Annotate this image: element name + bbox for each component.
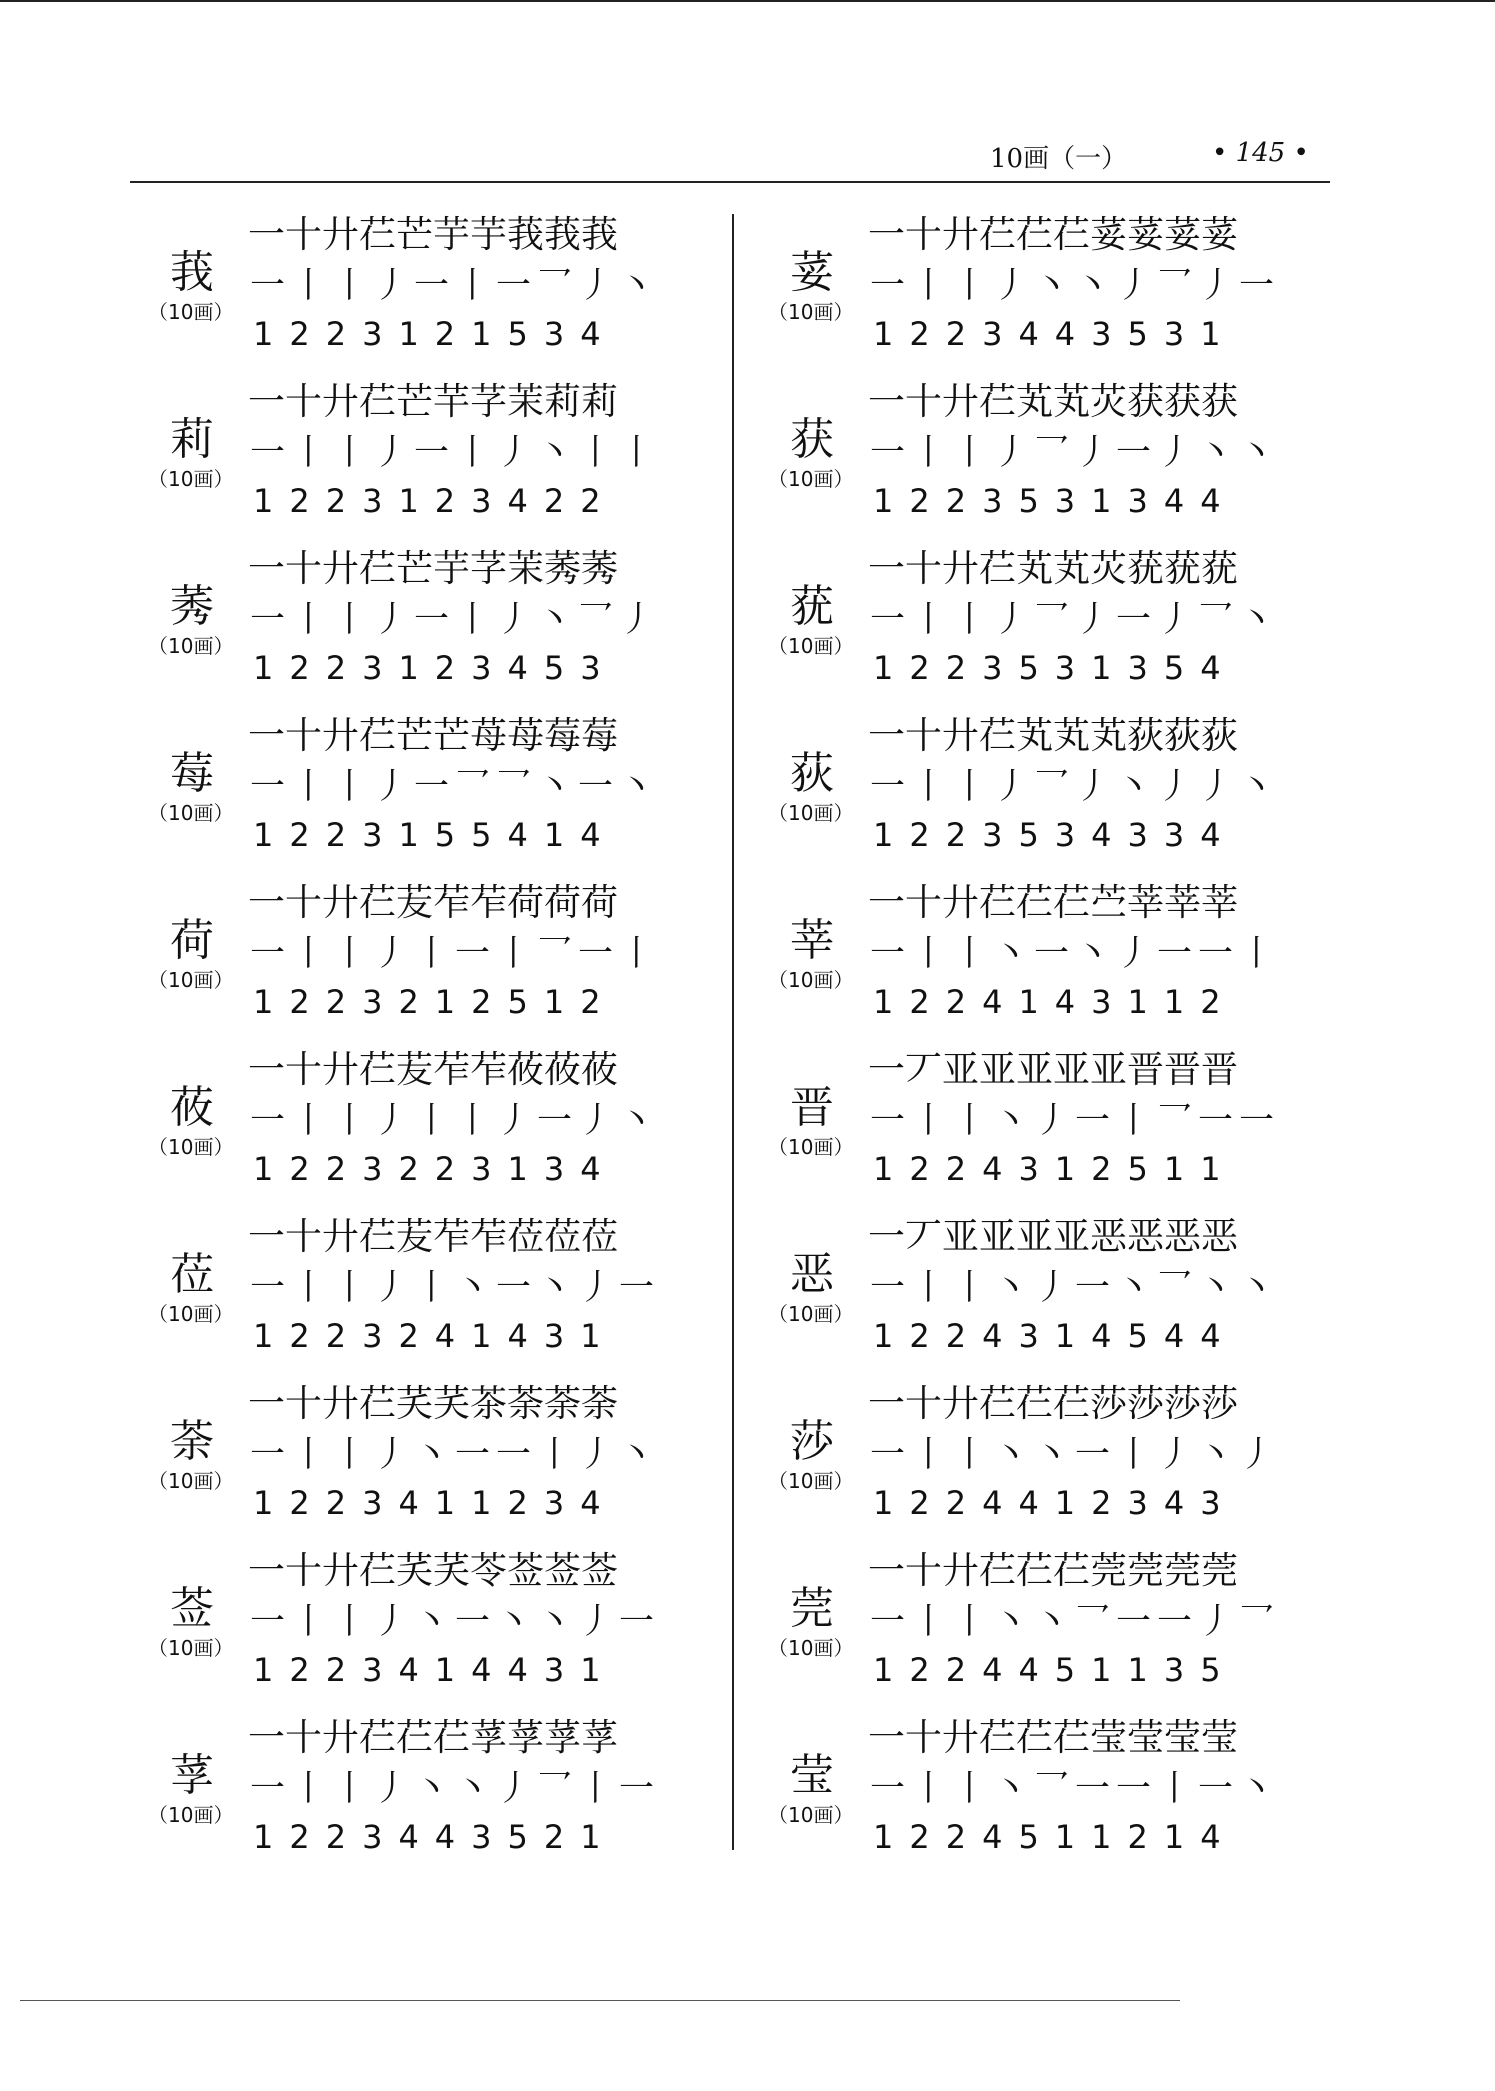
entry-character: 获 <box>790 414 834 465</box>
stroke-shapes: 一丨丨丿丶一丶丶丿一 <box>250 1602 661 1642</box>
stroke-count-label: （10画） <box>148 467 234 491</box>
character-entry <box>140 544 660 711</box>
character-entry <box>140 1045 660 1212</box>
stroke-shapes: 一丨丨丿一丨丿丶乛丿 <box>250 600 661 640</box>
stroke-order-progression: 一十廾芢芢芢苎莘莘莘 <box>868 881 1238 924</box>
entry-character: 荻 <box>790 748 834 799</box>
stroke-count-label: （10画） <box>768 968 854 992</box>
character-entry <box>140 1546 660 1713</box>
stroke-shapes: 一丨丨丿丶丶丿乛丿一 <box>870 266 1281 306</box>
stroke-codes: 1223123453 <box>253 649 617 687</box>
stroke-codes: 1223411234 <box>253 1484 617 1522</box>
stroke-count-label: （10画） <box>148 1135 234 1159</box>
bottom-scan-line <box>20 2000 1180 2001</box>
character-entry <box>140 1212 660 1379</box>
stroke-codes: 1223223134 <box>253 1150 617 1188</box>
entry-character: 莸 <box>790 581 834 632</box>
stroke-codes: 1224143112 <box>873 983 1237 1021</box>
stroke-order-progression: 一十廾芢芢芢莞莞莞莞 <box>868 1549 1238 1592</box>
character-entry <box>140 711 660 878</box>
entry-character: 恶 <box>790 1249 834 1300</box>
character-entry <box>140 1713 660 1880</box>
entry-character: 莞 <box>790 1583 834 1634</box>
stroke-codes: 1223534334 <box>873 816 1237 854</box>
character-entry <box>760 1713 1280 1880</box>
entry-character: 莹 <box>790 1750 834 1801</box>
character-entry <box>140 377 660 544</box>
header-rule <box>130 181 1330 183</box>
character-entry <box>760 1379 1280 1546</box>
stroke-order-progression: 一十廾芢苃苲苲莅莅莅 <box>248 1215 618 1258</box>
stroke-codes: 1223531354 <box>873 649 1237 687</box>
stroke-order-progression: 一丆亚亚亚亚亚晋晋晋 <box>868 1048 1238 1091</box>
character-entry <box>140 210 660 377</box>
stroke-shapes: 一丨丨丿一丨丿丶丨丨 <box>250 433 661 473</box>
character-entry <box>140 1379 660 1546</box>
character-entry <box>760 711 1280 878</box>
stroke-shapes: 一丨丨丶乛一一丨一丶 <box>870 1769 1281 1809</box>
stroke-count-label: （10画） <box>768 634 854 658</box>
stroke-shapes: 一丨丨丿丶一一丨丿丶 <box>250 1435 661 1475</box>
entry-character: 莩 <box>170 1750 214 1801</box>
stroke-order-progression: 一十廾芢芒芒苺苺莓莓 <box>248 714 618 757</box>
stroke-codes: 1223241431 <box>253 1317 617 1355</box>
stroke-count-label: （10画） <box>148 801 234 825</box>
stroke-shapes: 一丨丨丿丨丶一丶丿一 <box>250 1268 661 1308</box>
stroke-order-progression: 一十廾芢芒芋芋莪莪莪 <box>248 213 618 256</box>
stroke-shapes: 一丨丨丿丨丨丿一丿丶 <box>250 1101 661 1141</box>
stroke-shapes: 一丨丨丶丿一丨乛一一 <box>870 1101 1281 1141</box>
stroke-codes: 1224314544 <box>873 1317 1237 1355</box>
stroke-count-label: （10画） <box>768 300 854 324</box>
stroke-codes: 1223123422 <box>253 482 617 520</box>
stroke-codes: 1224451135 <box>873 1651 1237 1689</box>
character-entry <box>140 878 660 1045</box>
character-entry <box>760 1212 1280 1379</box>
stroke-order-progression: 一十廾芢芒芋芓茉莠莠 <box>248 547 618 590</box>
stroke-count-label: （10画） <box>148 1302 234 1326</box>
stroke-count-label: （10画） <box>768 801 854 825</box>
stroke-shapes: 一丨丨丶丿一丶乛丶丶 <box>870 1268 1281 1308</box>
entry-character: 莪 <box>170 247 214 298</box>
stroke-shapes: 一丨丨丶丶一丨丿丶丿 <box>870 1435 1281 1475</box>
page-header <box>990 138 1310 178</box>
character-entry <box>760 878 1280 1045</box>
stroke-count-label: （10画） <box>768 1469 854 1493</box>
stroke-order-progression: 一十廾芢苃苲苲荷荷荷 <box>248 881 618 924</box>
right-column <box>760 210 1280 1880</box>
stroke-order-progression: 一十廾芢芒芉芓茉莉莉 <box>248 380 618 423</box>
entry-character: 莓 <box>170 748 214 799</box>
entry-character: 莉 <box>170 414 214 465</box>
stroke-codes: 1224412343 <box>873 1484 1237 1522</box>
stroke-count-label: （10画） <box>148 968 234 992</box>
stroke-count-label: （10画） <box>148 1469 234 1493</box>
stroke-shapes: 一丨丨丿一丨一乛丿丶 <box>250 266 661 306</box>
stroke-codes: 1223212512 <box>253 983 617 1021</box>
stroke-order-progression: 一十廾芢芢芢莹莹莹莹 <box>868 1716 1238 1759</box>
stroke-order-progression: 一十廾芢芢芢莎莎莎莎 <box>868 1382 1238 1425</box>
stroke-count-label: （10画） <box>768 1302 854 1326</box>
stroke-shapes: 一丨丨丿乛丿丶丿丿丶 <box>870 767 1281 807</box>
stroke-count-label: （10画） <box>768 1636 854 1660</box>
top-border-line <box>0 0 1495 2</box>
column-divider <box>732 214 734 1850</box>
stroke-shapes: 一丨丨丿乛丿一丿乛丶 <box>870 600 1281 640</box>
entry-character: 莶 <box>170 1583 214 1634</box>
stroke-order-progression: 一十廾芢芺芺苓莶莶莶 <box>248 1549 618 1592</box>
stroke-codes: 1223155414 <box>253 816 617 854</box>
stroke-order-progression: 一十廾芢芄芄苂莸莸莸 <box>868 547 1238 590</box>
entry-character: 莠 <box>170 581 214 632</box>
character-entry <box>760 210 1280 377</box>
stroke-count-label: （10画） <box>148 1803 234 1827</box>
stroke-order-progression: 一十廾芢芄芄芄荻荻荻 <box>868 714 1238 757</box>
left-column <box>140 210 660 1880</box>
stroke-order-progression: 一丆亚亚亚亚恶恶恶恶 <box>868 1215 1238 1258</box>
stroke-order-progression: 一十廾芢芄芄苂获获获 <box>868 380 1238 423</box>
stroke-order-progression: 一十廾芢芢芢荽荽荽荽 <box>868 213 1238 256</box>
stroke-count-label: （10画） <box>768 1135 854 1159</box>
stroke-codes: 1224511214 <box>873 1818 1237 1856</box>
page-number: • 145 • <box>1212 138 1309 168</box>
entry-character: 荽 <box>790 247 834 298</box>
stroke-codes: 1223121534 <box>253 315 617 353</box>
entry-character: 荼 <box>170 1416 214 1467</box>
stroke-codes: 1223414431 <box>253 1651 617 1689</box>
stroke-order-progression: 一十廾芢芺芺茶荼荼荼 <box>248 1382 618 1425</box>
section-title: 10画（一） <box>990 144 1128 174</box>
entry-character: 荷 <box>170 915 214 966</box>
character-entry <box>760 377 1280 544</box>
character-entry <box>760 544 1280 711</box>
stroke-codes: 1224312511 <box>873 1150 1237 1188</box>
stroke-codes: 1223443521 <box>253 1818 617 1856</box>
stroke-count-label: （10画） <box>148 300 234 324</box>
stroke-order-progression: 一十廾芢芢芢莩莩莩莩 <box>248 1716 618 1759</box>
stroke-shapes: 一丨丨丿丶丶丿乛丨一 <box>250 1769 661 1809</box>
stroke-shapes: 一丨丨丶一丶丿一一丨 <box>870 934 1281 974</box>
stroke-shapes: 一丨丨丿丨一丨乛一丨 <box>250 934 661 974</box>
stroke-count-label: （10画） <box>768 1803 854 1827</box>
entry-character: 莎 <box>790 1416 834 1467</box>
character-entry <box>760 1546 1280 1713</box>
stroke-count-label: （10画） <box>148 634 234 658</box>
stroke-codes: 1223531344 <box>873 482 1237 520</box>
stroke-shapes: 一丨丨丿一乛乛丶一丶 <box>250 767 661 807</box>
stroke-shapes: 一丨丨丿乛丿一丿丶丶 <box>870 433 1281 473</box>
entry-character: 莅 <box>170 1249 214 1300</box>
stroke-count-label: （10画） <box>768 467 854 491</box>
entry-character: 莜 <box>170 1082 214 1133</box>
stroke-order-progression: 一十廾芢苃苲苲莜莜莜 <box>248 1048 618 1091</box>
stroke-count-label: （10画） <box>148 1636 234 1660</box>
entry-character: 晋 <box>790 1082 834 1133</box>
entry-character: 莘 <box>790 915 834 966</box>
character-entry <box>760 1045 1280 1212</box>
stroke-shapes: 一丨丨丶丶乛一一丿乛 <box>870 1602 1281 1642</box>
stroke-codes: 1223443531 <box>873 315 1237 353</box>
